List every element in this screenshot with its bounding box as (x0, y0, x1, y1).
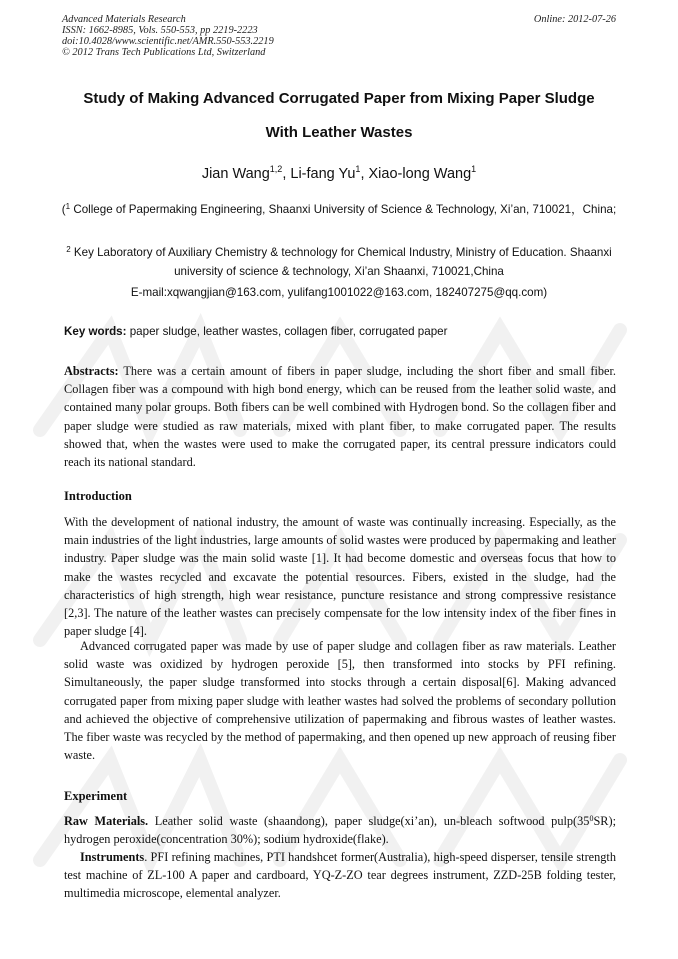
affiliation-2 (50, 243, 628, 281)
affiliation-text: College of Papermaking Engineering, Shaanxi University of Science & Technology, Xi’an, 710021，China; (70, 203, 617, 216)
abstract-label: Abstracts: (64, 364, 119, 378)
introduction-paragraph-2: Advanced corrugated paper was made by use of paper sludge and collagen fiber as raw materials. Leather solid waste was oxidized by hydrogen peroxide [5], then transformed into stocks by PFI refining. Simultaneously, the paper sludge transformed into stocks through a certain disposal[6]. Making advanced corrugated paper from mixing paper sludge with leather wastes had solved the problems of secondary pollution and achieved the objective of comprehensive utilization of papermaking and fibrous wastes of leather wastes. The fiber waste was recycled by the method of papermaking, and then opened up new approach of reusing fiber waste. (64, 639, 616, 763)
instruments-paragraph (64, 848, 616, 903)
paper-title-line-2: With Leather Wastes (265, 124, 413, 141)
author-name: Li-fang Yu (290, 166, 356, 182)
affiliation-1 (50, 200, 628, 219)
keywords-label: Key words: (64, 325, 127, 338)
raw-materials-paragraph (64, 812, 616, 848)
author-separator: , (282, 166, 291, 182)
author-name: Jian Wang (201, 166, 270, 182)
author-affiliation-mark: 1 (471, 164, 477, 174)
online-date: Online: 2012-07-26 (533, 14, 616, 25)
journal-issn: ISSN: 1662-8985, Vols. 550-553, pp 2219-2223 (62, 25, 258, 36)
experiment-heading: Experiment (64, 789, 128, 803)
raw-materials-text-cont: SR); hydrogen peroxide(concentration 30%); sodium hydroxide(flake). (64, 814, 616, 847)
introduction-heading: Introduction (64, 489, 132, 503)
affiliation-mark: 1 (65, 202, 71, 211)
instruments-text: . PFI refining machines, PTI handshcet former(Australia), high-speed disperser, tensile strength test machine of ZL-100 A paper and cardboard, YQ-Z-ZO tear degrees instrument, ZZD-25B folding tester, multimedia microscope, elemental analyzer. (64, 850, 616, 901)
affiliation-text: Key Laboratory of Auxiliary Chemistry & technology for Chemical Industry, Ministry of Education. Shaanxi university of science & technology, Xi’an Shaanxi, 710021,China (70, 246, 612, 278)
degree-superscript: 0 (589, 814, 594, 823)
author-name: Xiao-long Wang (368, 166, 472, 182)
abstract (64, 362, 616, 471)
raw-materials-label: Raw Materials. (64, 814, 149, 828)
author-separator: , (360, 166, 369, 182)
journal-doi: doi:10.4028/www.scientific.net/AMR.550-553.2219 (62, 36, 274, 47)
journal-name: Advanced Materials Research (62, 14, 186, 25)
author-list (40, 166, 638, 182)
author-emails: E-mail:xqwangjian@163.com, yulifang1001022@163.com, 182407275@qq.com) (130, 286, 548, 299)
journal-copyright: © 2012 Trans Tech Publications Ltd, Switzerland (62, 47, 266, 58)
affiliation-mark: 2 (66, 245, 71, 254)
paper-title-line-1: Study of Making Advanced Corrugated Paper from Mixing Paper Sludge (83, 90, 595, 107)
keywords (64, 325, 624, 338)
journal-header (62, 14, 616, 58)
author-affiliation-mark: 1 (355, 164, 361, 174)
introduction-paragraph-1: With the development of national industry, the amount of waste was continually increasing. Especially, as the main industries of the light industries, large amounts of solid wastes were produced by papermaking and leather industry. Paper sludge was the main solid waste [1]. It had become domestic and overseas focus that how to make the wastes recycled and excavate the potential resources. Fibers, existed in the sludge, had the characteristics of high strength, high wear resistance, puncture resistance and strong compressive resistance [2,3]. The nature of the leather wastes can precisely compensate for the low intensity index of the fiber fines in paper sludge [4]. (64, 515, 616, 639)
affiliation-open-paren: ( (61, 203, 66, 216)
author-affiliation-mark: 1,2 (269, 164, 283, 174)
abstract-text: There was a certain amount of fibers in paper sludge, including the short fiber and small fiber. Collagen fiber was a compound with high bond energy, which can be reused from the leather solid waste, and contained many polar groups. Both fibers can be well combined with Hydrogen bond. So the collagen fiber and paper sludge were studied as raw materials, mixed with plant fiber, to make corrugated paper. The results showed that, when the wastes were used to make the corrugated paper, its central pressure indicators could reach its national standard. (64, 364, 616, 470)
instruments-label: Instruments (80, 850, 145, 864)
keywords-text: paper sludge, leather wastes, collagen fiber, corrugated paper (126, 325, 448, 338)
raw-materials-text: Leather solid waste (shaandong), paper sludge(xi’an), un-bleach softwood pulp(35 (148, 814, 590, 828)
